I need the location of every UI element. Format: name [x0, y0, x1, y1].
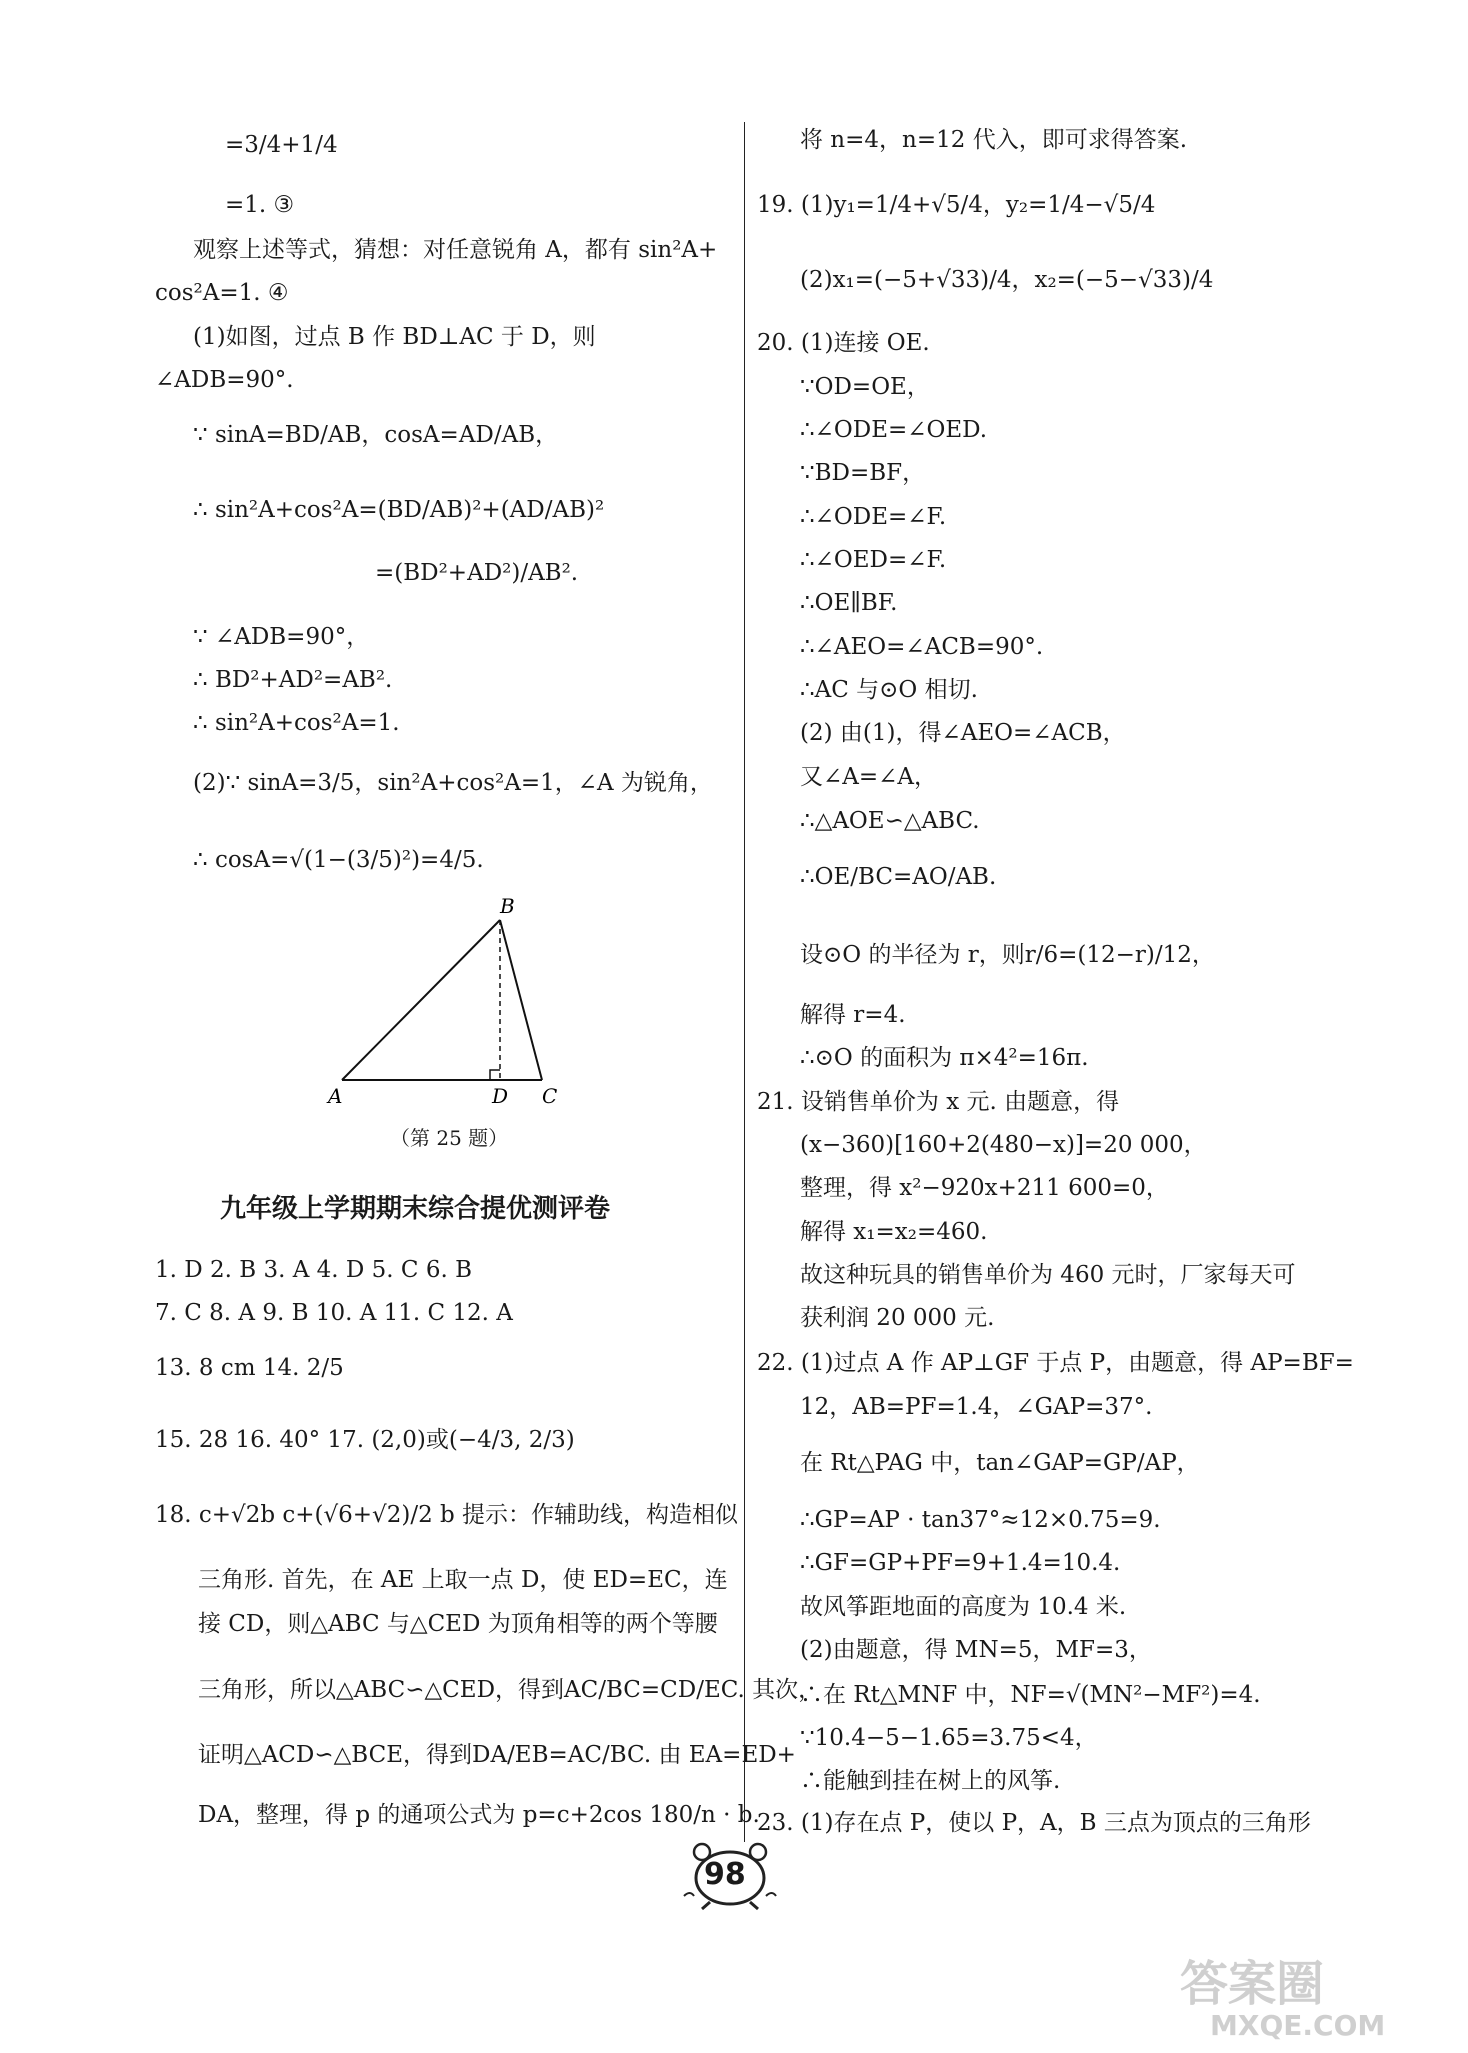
- text-line: 获利润 20 000 元.: [800, 1305, 995, 1331]
- answer-line: 接 CD，则△ABC 与△CED 为顶角相等的两个等腰: [198, 1611, 718, 1637]
- watermark-logo: [1180, 1940, 1450, 2040]
- text-line: 将 n=4，n=12 代入，即可求得答案.: [800, 127, 1188, 153]
- answer-line: 三角形. 首先，在 AE 上取一点 D，使 ED=EC，连: [198, 1567, 728, 1593]
- text-line: 12，AB=PF=1.4，∠GAP=37°.: [800, 1394, 1153, 1420]
- text-line: ∴ sin²A+cos²A=(BD/AB)²+(AD/AB)²: [193, 497, 605, 523]
- text-line: (2)∵ sinA=3/5，sin²A+cos²A=1，∠A 为锐角，: [193, 770, 713, 796]
- text-line: ∠ADB=90°.: [155, 367, 294, 393]
- text-line: cos²A=1. ④: [155, 280, 289, 306]
- svg-text:答案圈: 答案圈: [1180, 1956, 1325, 2012]
- text-line: 解得 x₁=x₂=460.: [800, 1219, 988, 1245]
- text-line: ∴ BD²+AD²=AB².: [193, 667, 393, 693]
- text-line: ∵BD=BF，: [800, 460, 926, 486]
- text-line: ∵ sinA=BD/AB，cosA=AD/AB，: [193, 422, 559, 448]
- text-line: ∴△AOE∽△ABC.: [800, 808, 980, 834]
- figure-caption: （第 25 题）: [390, 1126, 509, 1150]
- text-line: ∴ cosA=√(1−(3/5)²)=4/5.: [193, 847, 484, 873]
- text-line: =(BD²+AD²)/AB².: [375, 560, 579, 586]
- label-a: A: [328, 1084, 343, 1108]
- text-line: ∴∠AEO=∠ACB=90°.: [800, 634, 1044, 660]
- text-line: ∴ sin²A+cos²A=1.: [193, 710, 400, 736]
- text-line: 故风筝距地面的高度为 10.4 米.: [800, 1594, 1127, 1620]
- answer-line: 7. C 8. A 9. B 10. A 11. C 12. A: [155, 1300, 513, 1326]
- text-line: (2)由题意，得 MN=5，MF=3，: [800, 1637, 1152, 1663]
- text-line: ∵OD=OE，: [800, 374, 930, 400]
- text-line: ∴⊙O 的面积为 π×4²=16π.: [800, 1045, 1089, 1071]
- text-line: =1. ③: [225, 192, 295, 218]
- label-b: B: [500, 894, 515, 918]
- label-d: D: [492, 1084, 509, 1108]
- text-line: ∴OE/BC=AO/AB.: [800, 864, 997, 890]
- text-line: 19. (1)y₁=1/4+√5/4，y₂=1/4−√5/4: [757, 192, 1156, 218]
- text-line: (2) 由(1)，得∠AEO=∠ACB，: [800, 720, 1126, 746]
- text-line: 解得 r=4.: [800, 1002, 906, 1028]
- text-line: ∴OE∥BF.: [800, 590, 898, 616]
- text-line: ∴能触到挂在树上的风筝.: [800, 1768, 1061, 1794]
- answer-line: 三角形，所以△ABC∽△CED，得到AC/BC=CD/EC. 其次，: [198, 1677, 822, 1703]
- text-line: ∴∠OED=∠F.: [800, 547, 947, 573]
- text-line: 20. (1)连接 OE.: [757, 330, 930, 356]
- text-line: (2)x₁=(−5+√33)/4，x₂=(−5−√33)/4: [800, 267, 1214, 293]
- text-line: ∴在 Rt△MNF 中，NF=√(MN²−MF²)=4.: [800, 1682, 1261, 1708]
- svg-text:MXQE.COM: MXQE.COM: [1210, 2009, 1386, 2042]
- text-line: ∴GF=GP+PF=9+1.4=10.4.: [800, 1550, 1121, 1576]
- text-line: =3/4+1/4: [225, 132, 338, 158]
- text-line: 整理，得 x²−920x+211 600=0，: [800, 1175, 1169, 1201]
- column-divider: [744, 122, 745, 1842]
- answer-line: 13. 8 cm 14. 2/5: [155, 1355, 344, 1381]
- answer-line: 18. c+√2b c+(√6+√2)/2 b 提示：作辅助线，构造相似: [155, 1502, 739, 1528]
- text-line: ∵10.4−5−1.65=3.75<4，: [800, 1725, 1098, 1751]
- text-line: 又∠A=∠A，: [800, 764, 938, 790]
- text-line: ∴GP=AP · tan37°≈12×0.75=9.: [800, 1507, 1161, 1533]
- answer-line: DA，整理，得 p 的通项公式为 p=c+2cos 180/n · b.: [198, 1802, 760, 1828]
- text-line: ∵ ∠ADB=90°，: [193, 624, 370, 650]
- text-line: 22. (1)过点 A 作 AP⊥GF 于点 P，由题意，得 AP=BF=: [757, 1350, 1354, 1376]
- text-line: 23. (1)存在点 P，使以 P，A，B 三点为顶点的三角形: [757, 1810, 1311, 1836]
- text-line: 故这种玩具的销售单价为 460 元时，厂家每天可: [800, 1262, 1296, 1288]
- answer-line: 1. D 2. B 3. A 4. D 5. C 6. B: [155, 1257, 472, 1283]
- page-number: 98: [704, 1857, 746, 1892]
- text-line: (1)如图，过点 B 作 BD⊥AC 于 D，则: [193, 324, 596, 350]
- text-line: 在 Rt△PAG 中，tan∠GAP=GP/AP，: [800, 1450, 1200, 1476]
- text-line: 观察上述等式，猜想：对任意锐角 A，都有 sin²A+: [193, 237, 718, 263]
- text-line: 21. 设销售单价为 x 元. 由题意，得: [757, 1089, 1120, 1115]
- answer-line: 证明△ACD∽△BCE，得到DA/EB=AC/BC. 由 EA=ED+: [198, 1742, 796, 1768]
- text-line: (x−360)[160+2(480−x)]=20 000，: [800, 1132, 1207, 1158]
- answer-line: 15. 28 16. 40° 17. (2,0)或(−4/3, 2/3): [155, 1427, 575, 1453]
- text-line: 设⊙O 的半径为 r，则r/6=(12−r)/12，: [800, 942, 1215, 968]
- section-title: 九年级上学期期末综合提优测评卷: [220, 1194, 611, 1224]
- text-line: ∴AC 与⊙O 相切.: [800, 677, 978, 703]
- text-line: ∴∠ODE=∠F.: [800, 504, 947, 530]
- text-line: ∴∠ODE=∠OED.: [800, 417, 988, 443]
- label-c: C: [542, 1084, 558, 1108]
- triangle-figure: [330, 895, 570, 1110]
